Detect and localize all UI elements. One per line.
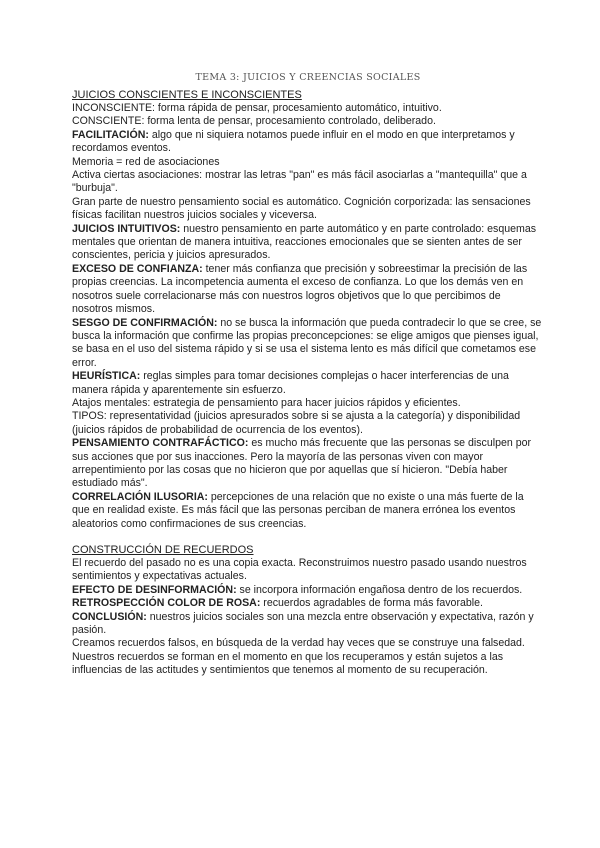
paragraph — [72, 169, 544, 196]
term-label: RETROSPECCIÓN COLOR DE ROSA: — [72, 597, 261, 610]
paragraph — [72, 196, 544, 223]
paragraph-text: no se busca la información que pueda contradecir lo que se cree, se busca la información que confirme las propias preconcepciones: se elige amigos que pienses igual, se basa en el uso del sistema rápido y si se usa el sistema lento es más difícil que cometamos ese error. — [72, 316, 542, 369]
document-title: TEMA 3: JUICIOS Y CREENCIAS SOCIALES — [195, 72, 421, 83]
paragraph — [72, 637, 544, 650]
paragraph-text: Atajos mentales: estrategia de pensamiento para hacer juicios rápidos y eficientes. — [72, 396, 461, 409]
paragraph — [72, 611, 544, 638]
paragraph-text: algo que ni siquiera notamos puede influir en el modo en que interpretamos y recordamos eventos. — [72, 128, 515, 155]
document-body — [72, 89, 544, 678]
paragraph-text: Activa ciertas asociaciones: mostrar las letras "pan" es más fácil asociarlas a "mantequilla" que a "burbuja". — [72, 169, 527, 195]
paragraph — [72, 557, 544, 584]
paragraph — [72, 156, 544, 169]
term-label: CONCLUSIÓN: — [72, 610, 147, 623]
term-label: HEURÍSTICA: — [72, 370, 141, 383]
term-label: EFECTO DE DESINFORMACIÓN: — [72, 583, 237, 596]
paragraph — [72, 223, 544, 263]
term-label: CORRELACIÓN ILUSORIA: — [72, 490, 208, 503]
section-heading: CONSTRUCCIÓN DE RECUERDOS — [72, 544, 254, 556]
paragraph-text: recuerdos agradables de forma más favorable. — [260, 597, 483, 610]
term-label: SESGO DE CONFIRMACIÓN: — [72, 316, 218, 329]
term-label: FACILITACIÓN: — [72, 128, 149, 141]
paragraph — [72, 410, 544, 437]
paragraph-text: CONSCIENTE: forma lenta de pensar, procesamiento controlado, deliberado. — [72, 115, 436, 128]
paragraph — [72, 129, 544, 156]
paragraph — [72, 115, 544, 128]
paragraph-text: reglas simples para tomar decisiones complejas o hacer interferencias de una manera rápida y aparentemente sin esfuerzo. — [72, 370, 509, 396]
paragraph — [72, 584, 544, 597]
paragraph-text: es mucho más frecuente que las personas se disculpen por sus acciones que por sus inacciones. Pero la mayoría de las personas viven con mayor arrepentimiento por las cosas que no hicieron que por aquellas que sí hicieron. "Debía haber estudiado más". — [72, 437, 532, 490]
paragraph-text: percepciones de una relación que no existe o una más fuerte de la que en realidad existe. Es más fácil que las personas perciban de manera errónea los eventos aleatorios como confirmaciones de sus creencias. — [72, 490, 524, 530]
section-heading: JUICIOS CONSCIENTES E INCONSCIENTES — [72, 89, 302, 101]
term-label: JUICIOS INTUITIVOS: — [72, 222, 181, 235]
paragraph-text: Memoria = red de asociaciones — [72, 155, 220, 168]
paragraph-text: se incorpora información engañosa dentro de los recuerdos. — [236, 583, 523, 596]
paragraph-text: nuestros juicios sociales son una mezcla entre observación y expectativa, razón y pasión. — [72, 610, 534, 637]
paragraph — [72, 597, 544, 610]
paragraph — [72, 263, 544, 317]
paragraph — [72, 370, 544, 397]
paragraph-text: Nuestros recuerdos se forman en el momento en que los recuperamos y están sujetos a las influencias de las actitudes y sentimientos que tenemos al momento de su recuperación. — [72, 650, 504, 677]
paragraph — [72, 491, 544, 531]
paragraph-text: Gran parte de nuestro pensamiento social es automático. Cognición corporizada: las sensaciones físicas facilitan nuestros juicios sociales y viceversa. — [72, 195, 531, 222]
paragraph-text: Creamos recuerdos falsos, en búsqueda de la verdad hay veces que se construye una falsedad. — [72, 637, 525, 650]
paragraph-text: tener más confianza que precisión y sobreestimar la precisión de las propias creencias. La incompetencia aumenta el exceso de confianza. Lo que los demás ven en nosotros suele correlacionarse más con nuestros logros objetivos que lo que percibimos de nosotros mismos. — [72, 262, 528, 316]
term-label: EXCESO DE CONFIANZA: — [72, 262, 203, 275]
term-label: PENSAMIENTO CONTRAFÁCTICO: — [72, 437, 249, 450]
paragraph — [72, 397, 544, 410]
paragraph — [72, 437, 544, 491]
paragraph — [72, 102, 544, 115]
paragraph — [72, 317, 544, 371]
section-spacer — [72, 531, 544, 544]
paragraph — [72, 651, 544, 678]
paragraph-text: nuestro pensamiento en parte automático y en parte controlado: esquemas mentales que orientan de manera intuitiva, reacciones emocionales que se sienten antes de ser conscientes, pericia y juicios apresurados. — [72, 222, 537, 262]
paragraph-text: INCONSCIENTE: forma rápida de pensar, procesamiento automático, intuitivo. — [72, 102, 442, 114]
paragraph-text: El recuerdo del pasado no es una copia exacta. Reconstruimos nuestro pasado usando nuestros sentimientos y expectativas actuales. — [72, 557, 527, 583]
paragraph-text: TIPOS: representatividad (juicios apresurados sobre si se ajusta a la categoría) y disponibilidad (juicios rápidos de probabilidad de ocurrencia de los eventos). — [72, 410, 521, 436]
